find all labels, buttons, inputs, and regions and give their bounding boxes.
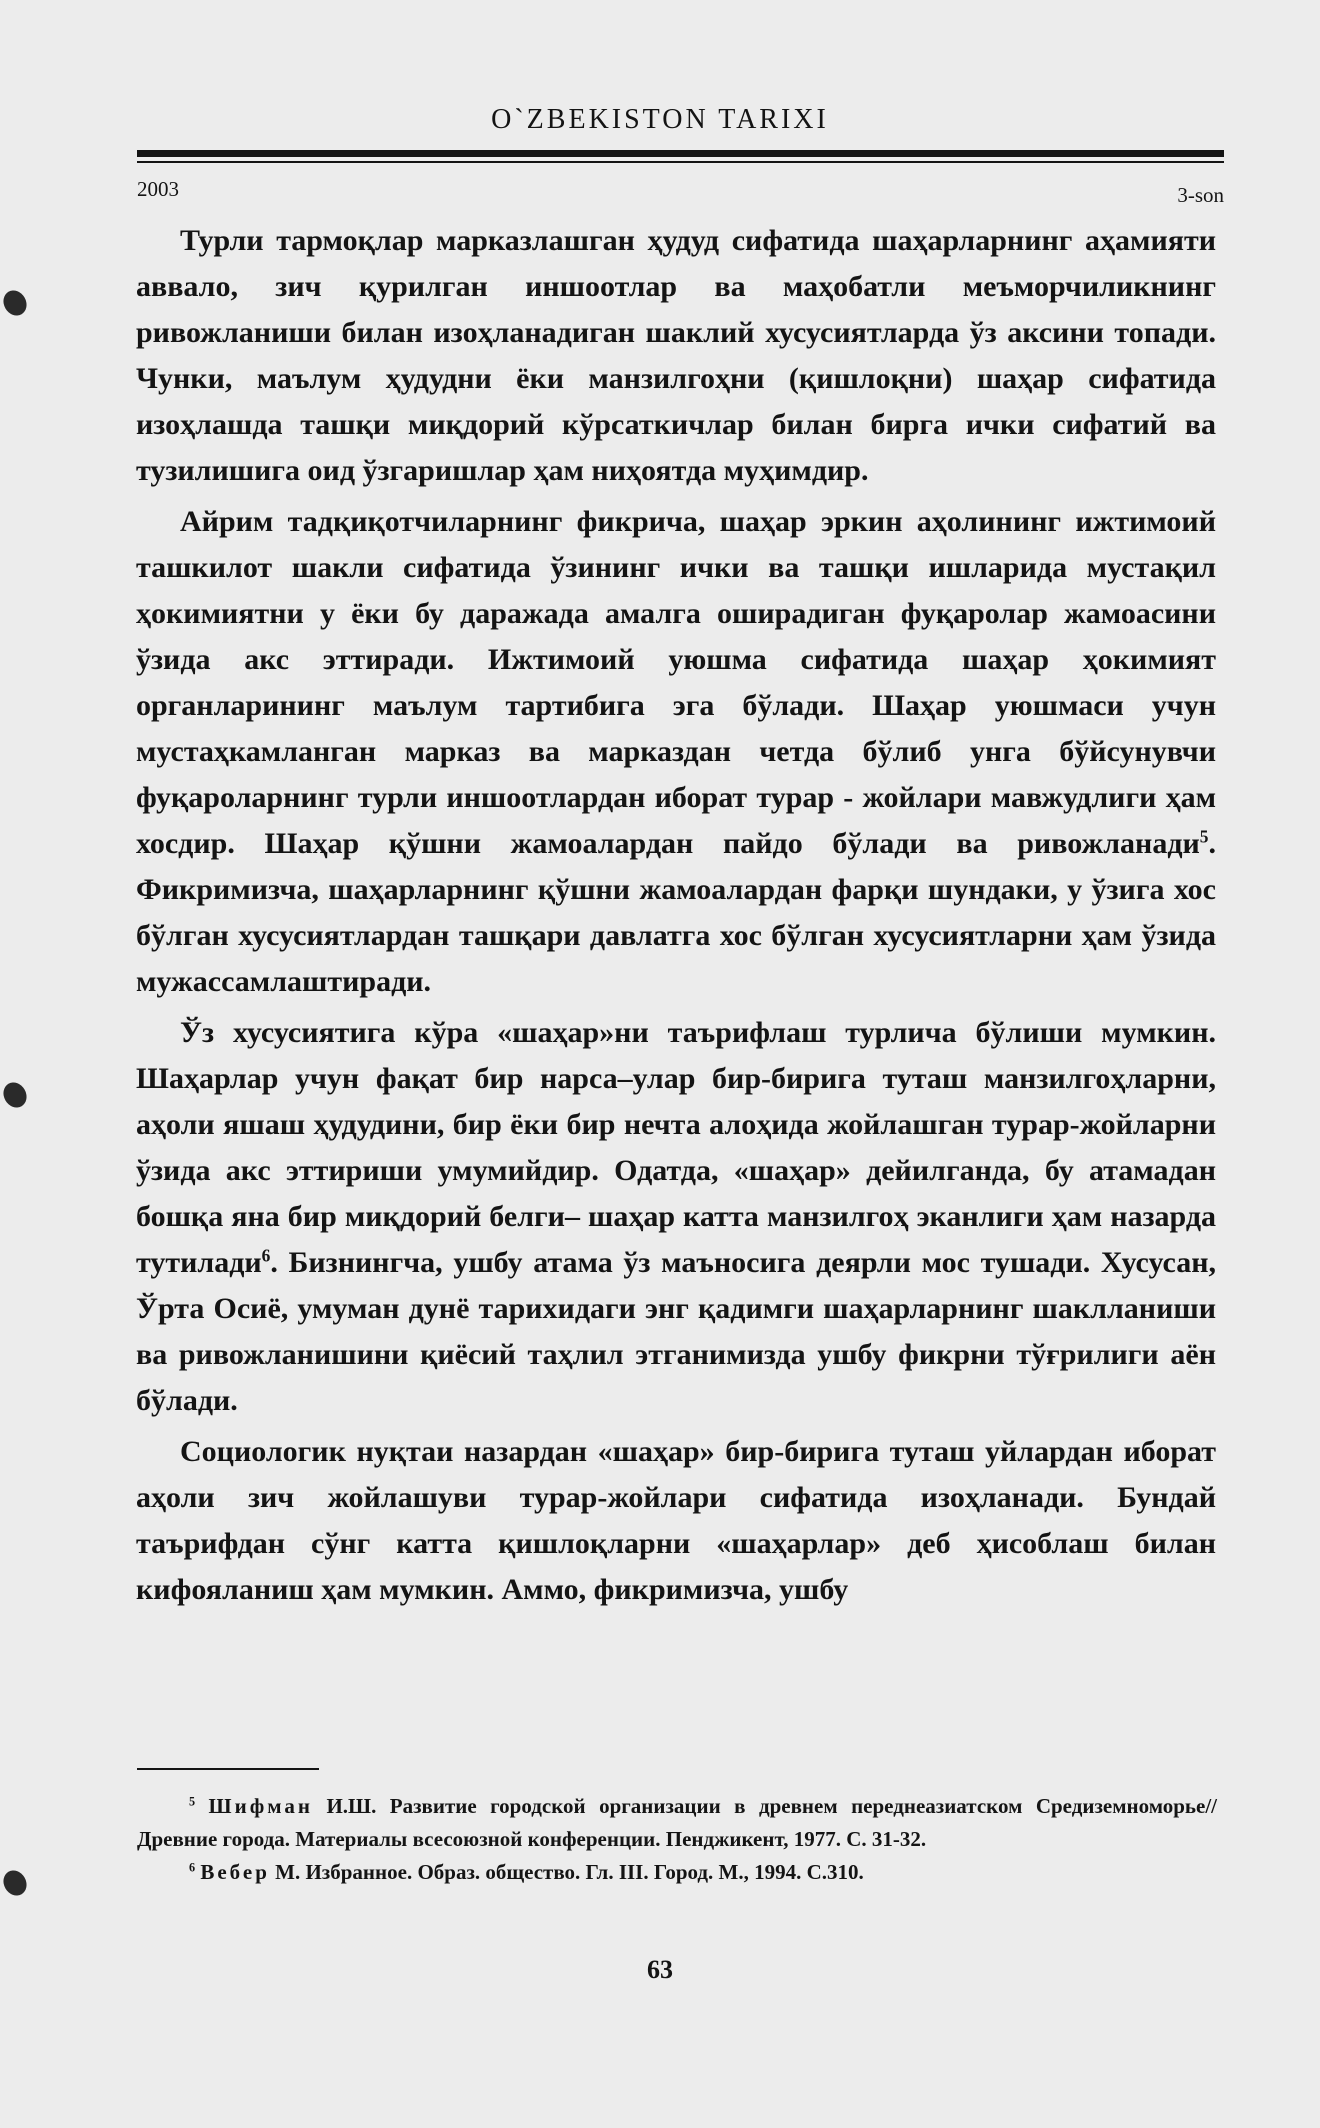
header-rule-thin — [137, 161, 1224, 163]
footnote-author: Шифман — [208, 1794, 313, 1818]
footnotes — [137, 1790, 1217, 1889]
footnote-ref: 6 — [261, 1245, 271, 1266]
article-body — [136, 218, 1216, 1618]
issue-number: 3-son — [1177, 183, 1224, 207]
header-rule-thick — [137, 150, 1224, 157]
punch-hole-mark — [0, 1866, 31, 1900]
footnote: $^6$ Вебер М. Избранное. Образ. общество. Гл. III. Город. М., 1994. С.310. — [189, 1860, 864, 1884]
footnote-ref: 5 — [1199, 826, 1209, 847]
footnote: $^5$ Шифман И.Ш. Развитие городской организации в древнем переднеазиатском Средиземноморье// Древние города. Материалы всесоюзной конференции. Пенджикент, 1977. С. 31-32. — [137, 1794, 1218, 1851]
punch-hole-mark — [0, 286, 31, 320]
punch-hole-mark — [0, 1078, 31, 1112]
paragraph: Турли тармоқлар марказлашган ҳудуд сифатида шаҳарларнинг аҳамияти аввало, зич қурилган иншоотлар ва маҳобатли меъморчиликнинг ривожланиши билан изоҳланадиган шаклий хусусиятларда ўз аксини топади. Чунки, маълум ҳудудни ёки манзилгоҳни (қишлоқни) шаҳар сифатида изоҳлашда ташқи миқдорий кўрсаткичлар билан бирга ички сифатий ва тузилишига оид ўзгаришлар ҳам ниҳоятда муҳимдир. — [136, 224, 1216, 487]
paragraph: Айрим тадқиқотчиларнинг фикрича, шаҳар эркин аҳолининг ижтимоий ташкилот шакли сифатида ўзининг ички ва ташқи ишларида мустақил ҳокимиятни у ёки бу даражада амалга оширадиган фуқаролар жамоасини ўзида акс эттиради. Ижтимоий уюшма сифатида шаҳар ҳокимият органларининг маълум тартибига эга бўлади. Шаҳар уюшмаси учун мустаҳкамланган марказ ва марказдан четда бўлиб унга бўйсунувчи фуқароларнинг турли иншоотлардан иборат турар - жойлари мавжудлиги ҳам хосдир. Шаҳар қўшни жамоалардан пайдо бўлади ва ривожланади$^5$. Фикримизча, шаҳарларнинг қўшни жамоалардан фарқи шундаки, у ўзига хос бўлган хусусиятлардан ташқари давлатга хос бўлган хусусиятларни ҳам ўзида мужассамлаштиради. — [136, 505, 1216, 998]
page-number: 63 — [647, 1955, 673, 1984]
footnote-author: Вебер — [200, 1860, 270, 1884]
footnote-separator — [137, 1768, 319, 1770]
journal-title: O`ZBEKISTON TARIXI — [491, 104, 829, 135]
issue-year: 2003 — [137, 177, 179, 201]
paragraph: Ўз хусусиятига кўра «шаҳар»ни таърифлаш турлича бўлиши мумкин. Шаҳарлар учун фақат бир нарса–улар бир-бирига туташ манзилгоҳларни, аҳоли яшаш ҳудудини, бир ёки бир нечта алоҳида жойлашган турар-жойларни ўзида акс эттириши умумийдир. Одатда, «шаҳар» дейилганда, бу атамадан бошқа яна бир миқдорий белги– шаҳар катта манзилгоҳ эканлиги ҳам назарда тутилади$^6$. Бизнингча, ушбу атама ўз маъносига деярли мос тушади. Хусусан, Ўрта Осиё, умуман дунё тарихидаги энг қадимги шаҳарларнинг шаклланиши ва ривожланишини қиёсий таҳлил этганимизда ушбу фикрни тўғрилиги аён бўлади. — [136, 1016, 1216, 1417]
paragraph: Социологик нуқтаи назардан «шаҳар» бир-бирига туташ уйлардан иборат аҳоли зич жойлашуви турар-жойлари сифатида изоҳланади. Бундай таърифдан сўнг катта қишлоқларни «шаҳарлар» деб ҳисоблаш билан кифояланиш ҳам мумкин. Аммо, фикримизча, ушбу — [136, 1435, 1216, 1606]
